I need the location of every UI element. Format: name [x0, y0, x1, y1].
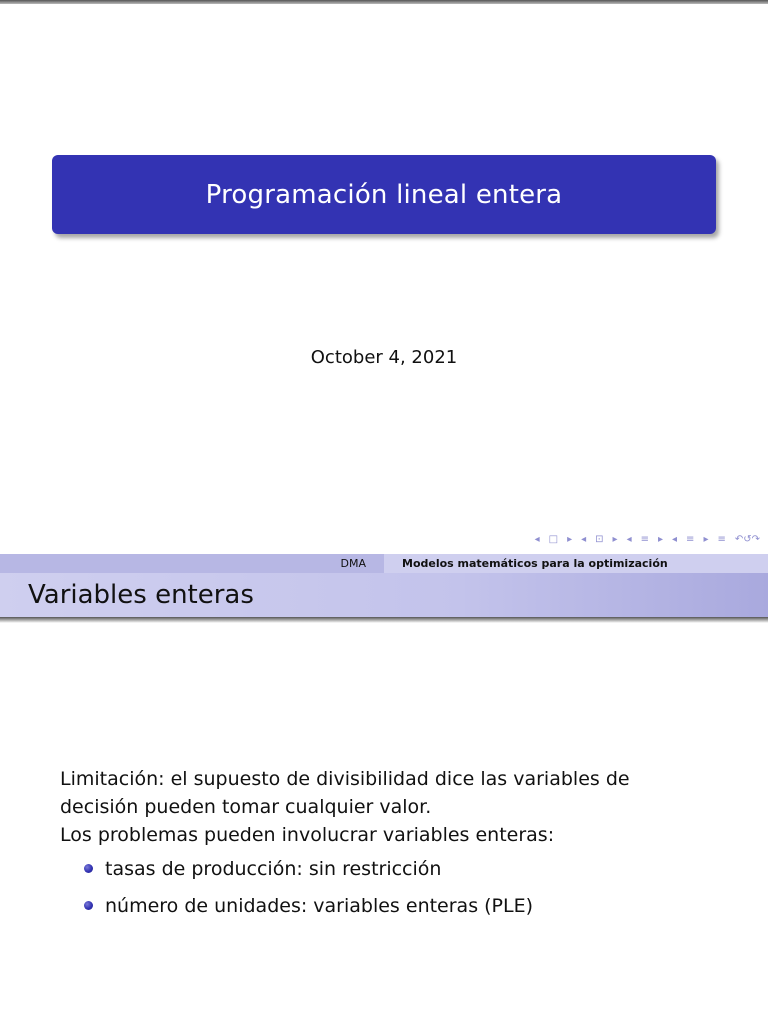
- footer-right: [384, 554, 768, 573]
- bullet-item: [60, 892, 740, 920]
- nav-next-section-icon[interactable]: ▸: [703, 533, 709, 545]
- nav-prev-frame-icon[interactable]: ◂: [581, 533, 587, 545]
- frame-title-bar: [0, 573, 768, 617]
- beamer-navigation-symbols: [535, 532, 760, 546]
- body-paragraph: Limitación: el supuesto de divisibilidad dice las variables de: [60, 768, 630, 790]
- body-paragraph: decisión pueden tomar cualquier valor.: [60, 796, 432, 818]
- title-slide: [0, 4, 768, 552]
- nav-document-icon[interactable]: ≡: [717, 533, 726, 545]
- nav-next-subsection-icon[interactable]: ▸: [657, 533, 664, 545]
- nav-prev-section-icon[interactable]: ◂: [672, 533, 678, 545]
- nav-section-icon[interactable]: ≡: [686, 533, 695, 545]
- title-box: [52, 155, 716, 234]
- bullet-text: tasas de producción: sin restricción: [105, 858, 442, 880]
- bullet-text: número de unidades: variables enteras (PLE): [105, 895, 534, 917]
- nav-slide-icon[interactable]: □: [548, 533, 559, 545]
- nav-prev-slide-icon[interactable]: ◂: [534, 533, 540, 545]
- nav-next-slide-icon[interactable]: ▸: [567, 533, 573, 545]
- footer-author: DMA: [340, 557, 366, 570]
- footer-course-title: Modelos matemáticos para la optimización: [402, 557, 668, 570]
- footer-left: [0, 554, 384, 573]
- nav-search-back-icon[interactable]: ↶↺↷: [734, 533, 760, 545]
- nav-frame-icon[interactable]: ⊡: [595, 533, 604, 545]
- nav-next-frame-icon[interactable]: ▸: [612, 533, 618, 545]
- bullet-icon: [84, 864, 93, 873]
- bullet-list: [60, 855, 740, 920]
- slide-body: [60, 765, 740, 929]
- frame-title: Variables enteras: [28, 580, 254, 610]
- bullet-icon: [84, 901, 93, 910]
- body-paragraph: Los problemas pueden involucrar variables enteras:: [60, 824, 555, 846]
- nav-prev-subsection-icon[interactable]: ◂: [626, 533, 632, 545]
- presentation-title: Programación lineal entera: [205, 179, 563, 210]
- slide-footer: [0, 554, 768, 573]
- bullet-item: [60, 855, 740, 883]
- nav-subsection-icon[interactable]: ≡: [640, 533, 649, 545]
- frame-title-shadow: [0, 617, 768, 623]
- presentation-date: October 4, 2021: [310, 347, 458, 368]
